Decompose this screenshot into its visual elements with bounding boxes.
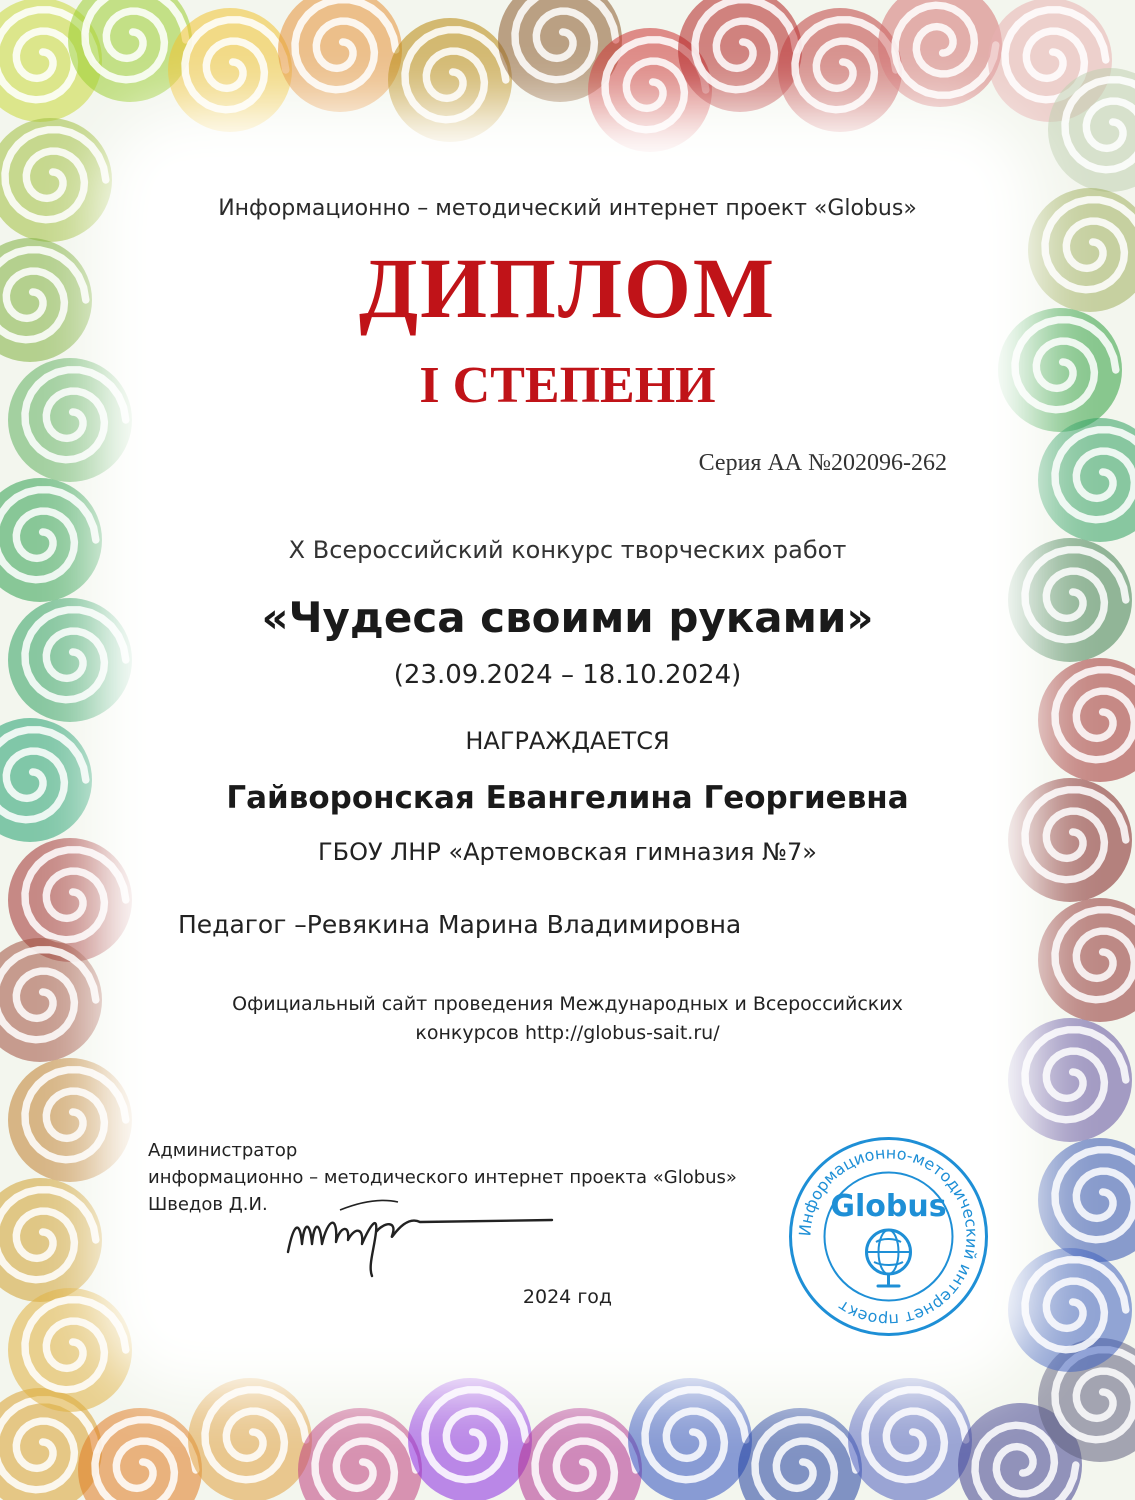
- diploma-title: ДИПЛОМ: [358, 240, 777, 336]
- site-line-1: Официальный сайт проведения Международных и Всероссийских: [232, 993, 903, 1015]
- admin-role: Администратор: [148, 1140, 298, 1161]
- signature-image: [280, 1192, 560, 1282]
- seal-ring-text: Информационно-методический интернет проект: [795, 1143, 982, 1330]
- awardee-name: Гайворонская Евангелина Георгиевна: [226, 780, 909, 816]
- site-line-2: конкурсов http://globus-sait.ru/: [415, 1022, 720, 1044]
- school-name: ГБОУ ЛНР «Артемовская гимназия №7»: [318, 838, 817, 866]
- globe-icon: [867, 1230, 911, 1286]
- diploma-degree: I СТЕПЕНИ: [419, 357, 716, 414]
- contest-name: «Чудеса своими руками»: [261, 593, 874, 642]
- awarded-label: НАГРАЖДАЕТСЯ: [465, 727, 670, 755]
- seal-center-text: Globus: [830, 1189, 947, 1224]
- contest-title: X Всероссийский конкурс творческих работ: [288, 536, 847, 564]
- series-number: Серия АА №202096-262: [698, 450, 947, 476]
- globus-seal: [786, 1134, 991, 1339]
- year-label: 2024 год: [522, 1286, 613, 1308]
- admin-name: Шведов Д.И.: [148, 1194, 268, 1215]
- admin-project: информационно – методического интернет проекта «Globus»: [148, 1167, 737, 1188]
- contest-dates: (23.09.2024 – 18.10.2024): [393, 660, 742, 690]
- project-line: Информационно – методический интернет проект «Globus»: [218, 196, 917, 221]
- teacher-name: Педагог –Ревякина Марина Владимировна: [178, 910, 742, 939]
